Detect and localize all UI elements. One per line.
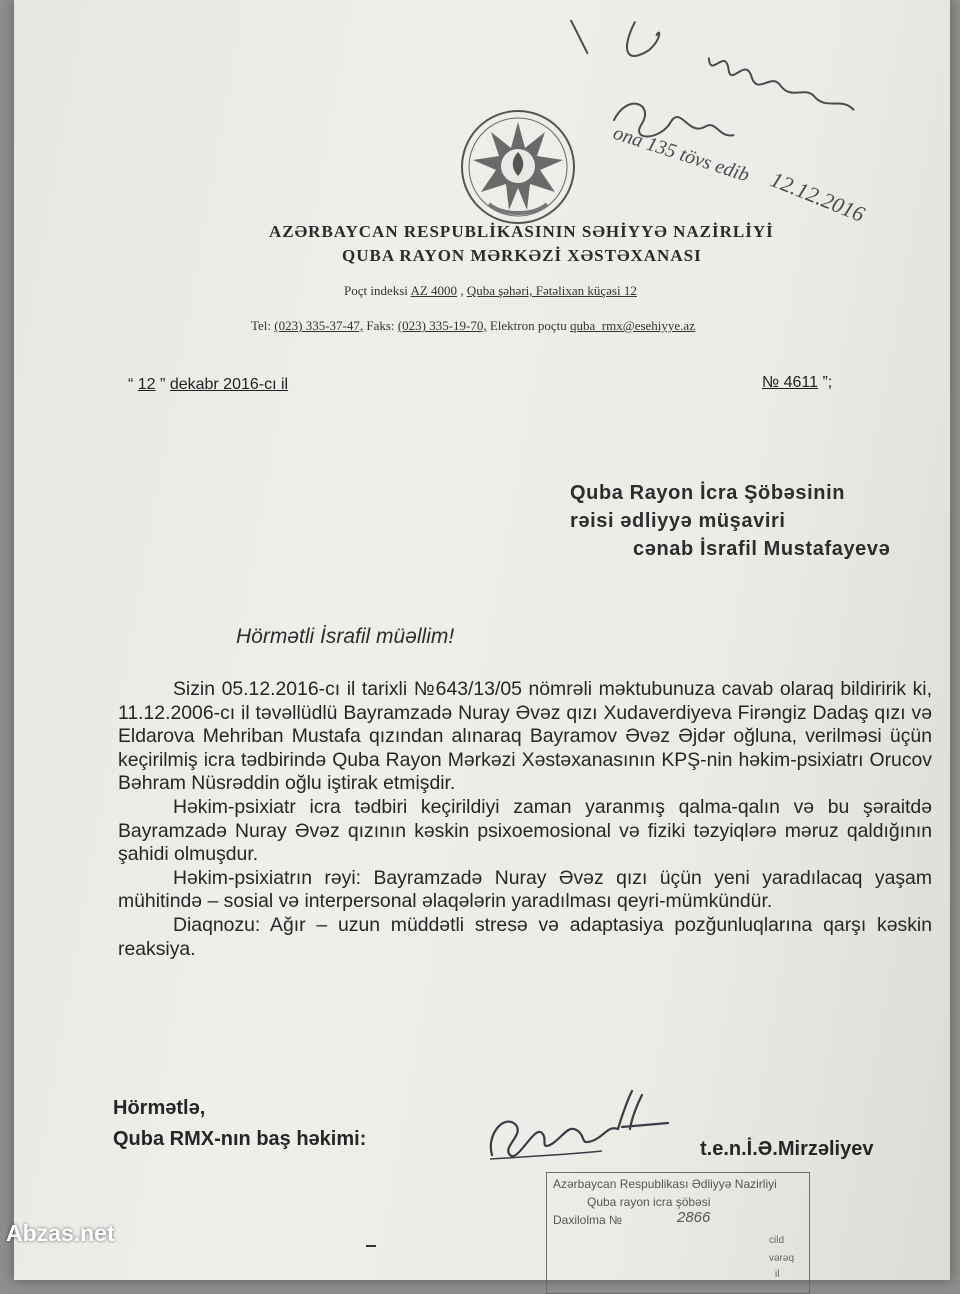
date-quote-open: “ xyxy=(128,376,134,393)
handwritten-note: ona 135 tövs edib xyxy=(610,121,752,187)
handwritten-signature-icon xyxy=(482,1085,672,1170)
email-label: Elektron poçtu xyxy=(489,318,567,333)
postal-code: AZ 4000 xyxy=(410,283,458,298)
contact-line xyxy=(251,318,695,334)
date-quote-close: ” xyxy=(160,376,166,393)
body-paragraph: Həkim-psixiatrın rəyi: Bayramzadə Nuray Əvəz qızı üçün yeni yaradılacaq yaşam mühitində – sosial və interpersonal əlaqələrin yaradılması qeyri-mümkündür. xyxy=(118,866,932,913)
fax-label: Faks: xyxy=(366,318,395,333)
body-paragraph: Həkim-psixiatr icra tədbiri keçirildiyi zaman yaranmış qalma-qalın və bu şəraitdə Bayramzadə Nuray Əvəz qızının kəskin psixoemosional və fiziki təzyiqlərə məruz qaldığının şahidi olmuşdur. xyxy=(118,795,932,866)
postal-address: Quba şəhəri, Fətəlixan küçəsi 12 xyxy=(466,283,637,298)
stamp-line-3: Daxilolma № xyxy=(553,1213,622,1227)
addressee-line-3: cənab İsrafil Mustafayevə xyxy=(633,538,891,560)
handwritten-date: 12.12.2016 xyxy=(767,166,869,227)
letter-number xyxy=(762,374,832,392)
signer-name: t.e.n.İ.Ə.Mirzəliyev xyxy=(700,1138,874,1160)
letter-date xyxy=(128,376,288,394)
greeting: Hörmətli İsrafil müəllim! xyxy=(236,625,455,648)
stamp-label-cild: cild xyxy=(769,1235,785,1246)
stamp-line-1: Azərbaycan Respublikası Ədliyyə Nazirliyi xyxy=(553,1177,777,1191)
handwritten-resolution-icon xyxy=(494,20,924,240)
signer-title: Quba RMX-nın baş həkimi: xyxy=(113,1128,367,1150)
closing: Hörmətlə, xyxy=(113,1097,206,1119)
stamp-number: 2866 xyxy=(677,1209,711,1226)
letter-number-suffix: ”; xyxy=(822,374,833,391)
postal-line: Poçt indeksi AZ 4000 , Quba şəhəri, Fətəlixan küçəsi 12 xyxy=(344,283,637,298)
date-day: 12 xyxy=(137,376,156,393)
body-paragraph: Sizin 05.12.2016-cı il tarixli №643/13/05 nömrəli məktubunuza cavab olaraq bildiririk ki, 11.12.2006-cı il təvəllüdlü Bayramzadə Nuray Əvəz qızı Xudaverdiyeva Firəngiz Dadaş qızı və Eldarova Mehriban Mustafa qızından alınaraq Bayramov Əvəz Əjdər oğluna, verilməsi üçün keçirilmiş icra tədbirində Quba Rayon Mərkəzi Xəstəxanasının KPŞ-nin həkim-psixiatrı Orucov Bəhram Nüsrəddin oğlu iştirak etmişdir. xyxy=(118,678,932,795)
letter-page xyxy=(14,0,950,1280)
addressee-line-1: Quba Rayon İcra Şöbəsinin xyxy=(570,482,846,504)
registration-stamp xyxy=(546,1172,810,1294)
watermark: Abzas.net xyxy=(6,1220,115,1246)
stamp-label-vereq: vərəq xyxy=(769,1253,795,1264)
org-ministry-title: AZƏRBAYCAN RESPUBLİKASININ SƏHİYYƏ NAZİRLİYİ xyxy=(269,222,774,241)
stamp-label-il: il xyxy=(775,1269,780,1280)
letter-body xyxy=(118,678,932,961)
tel-value: (023) 335-37-47, xyxy=(274,318,364,333)
fax-value: (023) 335-19-70, xyxy=(397,318,487,333)
letter-number-value: № 4611 xyxy=(762,374,819,391)
org-hospital-title: QUBA RAYON MƏRKƏZİ XƏSTƏXANASI xyxy=(342,246,702,265)
stamp-line-2: Quba rayon icra şöbəsi xyxy=(587,1195,711,1209)
postal-label: Poçt indeksi xyxy=(344,283,408,298)
date-month-year: dekabr 2016-cı il xyxy=(169,376,289,393)
addressee-line-2: rəisi ədliyyə müşaviri xyxy=(570,510,786,532)
email-value: quba_rmx@esehiyye.az xyxy=(570,318,695,333)
body-paragraph: Diaqnozu: Ağır – uzun müddətli stresə və adaptasiya pozğunluqlarına qarşı kəskin reaksiya. xyxy=(118,913,932,960)
tel-label: Tel: xyxy=(251,318,272,333)
divider xyxy=(366,1245,376,1247)
